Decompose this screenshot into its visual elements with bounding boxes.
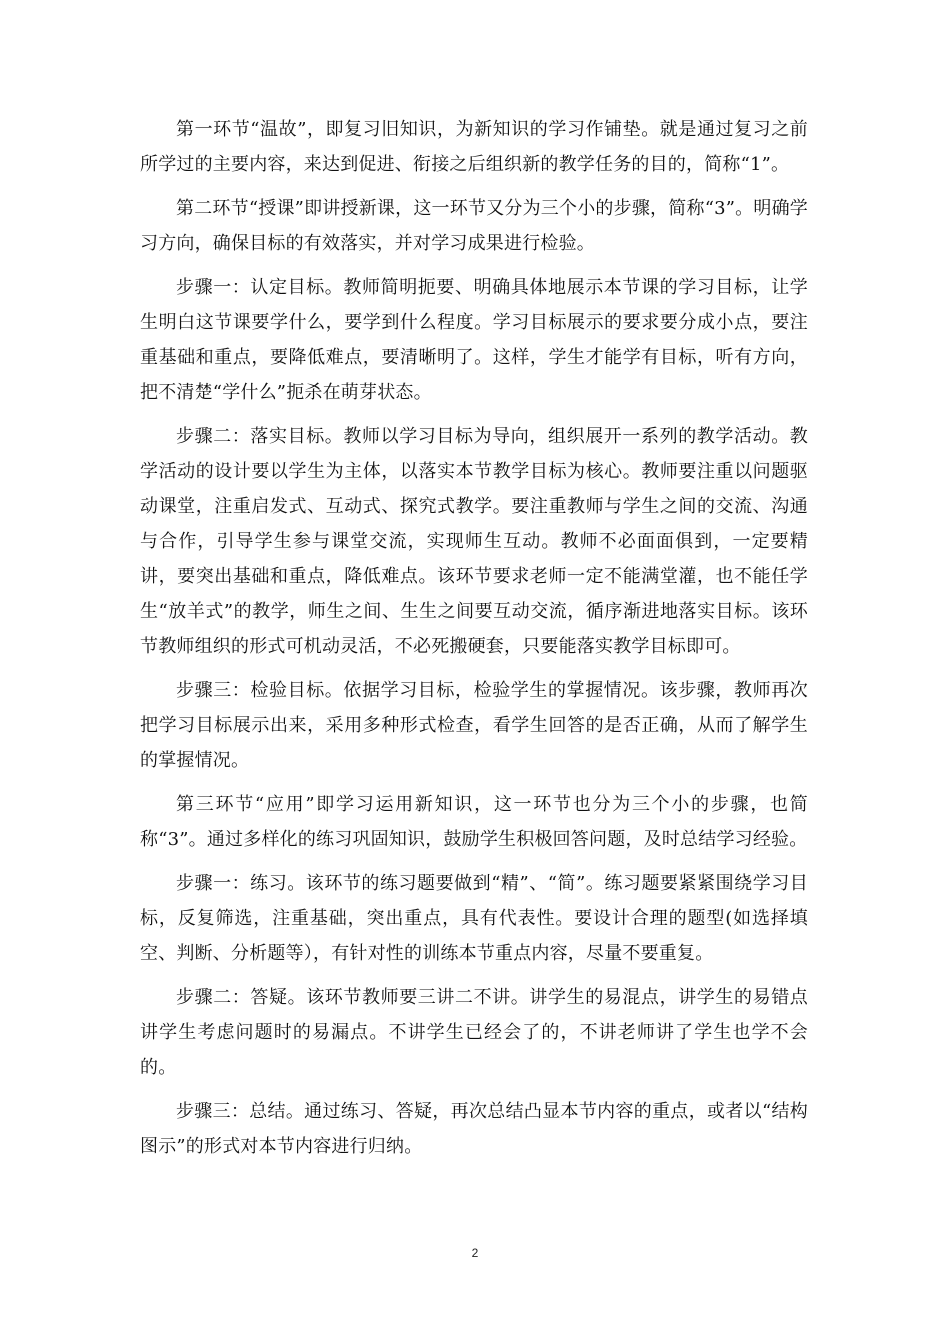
document-body bbox=[140, 112, 808, 1173]
paragraph-application-step-two: 步骤二：答疑。该环节教师要三讲二不讲。讲学生的易混点，讲学生的易错点讲学生考虑问题时的易漏点。不讲学生已经会了的，不讲老师讲了学生也学不会的。 bbox=[140, 987, 808, 1078]
paragraph-application-stage: 第三环节“应用”即学习运用新知识，这一环节也分为三个小的步骤，也简称“3”。通过多样化的练习巩固知识，鼓励学生积极回答问题，及时总结学习经验。 bbox=[140, 794, 808, 850]
page-number: 2 bbox=[471, 1246, 479, 1260]
paragraph-application-step-one: 步骤一：练习。该环节的练习题要做到“精”、“简”。练习题要紧紧围绕学习目标，反复筛选，注重基础，突出重点，具有代表性。要设计合理的题型(如选择填空、判断、分析题等），有针对性的训练本节重点内容，尽量不要重复。 bbox=[140, 873, 808, 964]
paragraph-teaching-step-one: 步骤一：认定目标。教师简明扼要、明确具体地展示本节课的学习目标，让学生明白这节课要学什么，要学到什么程度。学习目标展示的要求要分成小点，要注重基础和重点，要降低难点，要清晰明了。这样，学生才能学有目标，听有方向，把不清楚“学什么”扼杀在萌芽状态。 bbox=[140, 277, 808, 403]
paragraph-teaching-step-three: 步骤三：检验目标。依据学习目标，检验学生的掌握情况。该步骤，教师再次把学习目标展示出来，采用多种形式检查，看学生回答的是否正确，从而了解学生的掌握情况。 bbox=[140, 680, 808, 771]
paragraph-review-stage: 第一环节“温故”，即复习旧知识，为新知识的学习作铺垫。就是通过复习之前所学过的主要内容，来达到促进、衔接之后组织新的教学任务的目的，简称“1”。 bbox=[140, 119, 808, 175]
paragraph-teaching-step-two: 步骤二：落实目标。教师以学习目标为导向，组织展开一系列的教学活动。教学活动的设计要以学生为主体，以落实本节教学目标为核心。教师要注重以问题驱动课堂，注重启发式、互动式、探究式教学。要注重教师与学生之间的交流、沟通与合作，引导学生参与课堂交流，实现师生互动。教师不必面面俱到，一定要精讲，要突出基础和重点，降低难点。该环节要求老师一定不能满堂灌，也不能任学生“放羊式”的教学，师生之间、生生之间要互动交流，循序渐进地落实目标。该环节教师组织的形式可机动灵活，不必死搬硬套，只要能落实教学目标即可。 bbox=[140, 426, 808, 657]
paragraph-application-step-three: 步骤三：总结。通过练习、答疑，再次总结凸显本节内容的重点，或者以“结构图示”的形式对本节内容进行归纳。 bbox=[140, 1101, 808, 1157]
paragraph-teaching-stage: 第二环节“授课”即讲授新课，这一环节又分为三个小的步骤，简称“3”。明确学习方向，确保目标的有效落实，并对学习成果进行检验。 bbox=[140, 198, 808, 254]
